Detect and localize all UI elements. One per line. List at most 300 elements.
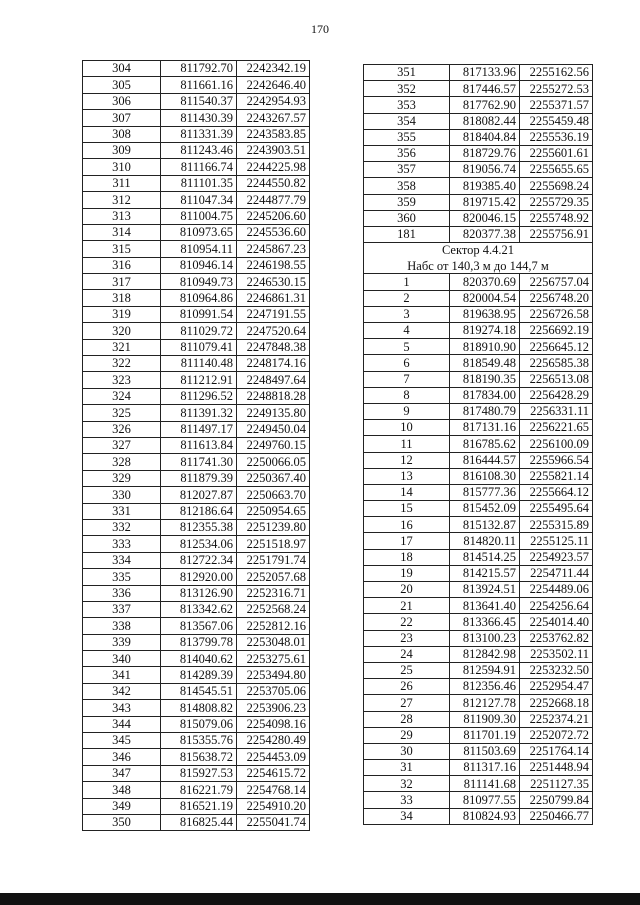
coord-x: 810991.54 xyxy=(161,306,237,322)
coord-x: 811079.41 xyxy=(161,339,237,355)
coord-y: 2255601.61 xyxy=(520,145,593,161)
coord-y: 2254014.40 xyxy=(520,614,593,630)
coord-x: 810954.11 xyxy=(161,241,237,257)
point-number: 350 xyxy=(83,814,161,830)
table-row xyxy=(83,372,310,388)
table-row xyxy=(83,782,310,798)
coord-y: 2245206.60 xyxy=(237,208,310,224)
table-row xyxy=(364,226,593,242)
coord-y: 2252568.24 xyxy=(237,601,310,617)
point-number: 5 xyxy=(364,339,450,355)
coord-x: 813924.51 xyxy=(450,582,520,598)
coord-y: 2254453.09 xyxy=(237,749,310,765)
coord-y: 2253762.82 xyxy=(520,630,593,646)
point-number: 24 xyxy=(364,646,450,662)
point-number: 308 xyxy=(83,126,161,142)
coord-x: 815927.53 xyxy=(161,765,237,781)
table-row xyxy=(83,634,310,650)
point-number: 309 xyxy=(83,142,161,158)
coord-x: 819715.42 xyxy=(450,194,520,210)
coord-x: 811101.35 xyxy=(161,175,237,191)
point-number: 354 xyxy=(364,113,450,129)
coord-x: 813100.23 xyxy=(450,630,520,646)
point-number: 16 xyxy=(364,517,450,533)
table-row xyxy=(364,662,593,678)
coord-x: 811701.19 xyxy=(450,727,520,743)
table-row xyxy=(364,290,593,306)
point-number: 305 xyxy=(83,77,161,93)
coord-x: 810977.55 xyxy=(450,792,520,808)
point-number: 27 xyxy=(364,695,450,711)
coord-x: 812920.00 xyxy=(161,569,237,585)
table-row xyxy=(83,798,310,814)
table-row xyxy=(364,792,593,808)
coord-y: 2249135.80 xyxy=(237,405,310,421)
table-row xyxy=(364,162,593,178)
point-number: 329 xyxy=(83,470,161,486)
coord-x: 815777.36 xyxy=(450,484,520,500)
point-number: 321 xyxy=(83,339,161,355)
point-number: 31 xyxy=(364,760,450,776)
coord-y: 2242646.40 xyxy=(237,77,310,93)
coord-y: 2254098.16 xyxy=(237,716,310,732)
table-row xyxy=(83,61,310,77)
coord-x: 811243.46 xyxy=(161,142,237,158)
table-row xyxy=(364,743,593,759)
coord-x: 818549.48 xyxy=(450,355,520,371)
coord-y: 2252812.16 xyxy=(237,618,310,634)
table-row xyxy=(364,371,593,387)
coord-y: 2251127.35 xyxy=(520,776,593,792)
table-row xyxy=(83,454,310,470)
coord-y: 2248174.16 xyxy=(237,356,310,372)
coord-x: 817480.79 xyxy=(450,403,520,419)
point-number: 325 xyxy=(83,405,161,421)
table-row xyxy=(364,194,593,210)
coord-x: 810964.86 xyxy=(161,290,237,306)
point-number: 28 xyxy=(364,711,450,727)
coord-x: 815452.09 xyxy=(450,501,520,517)
coord-y: 2255459.48 xyxy=(520,113,593,129)
coord-y: 2255966.54 xyxy=(520,452,593,468)
table-row xyxy=(364,582,593,598)
coord-x: 811331.39 xyxy=(161,126,237,142)
coord-x: 814545.51 xyxy=(161,683,237,699)
coord-x: 810973.65 xyxy=(161,224,237,240)
coord-y: 2254711.44 xyxy=(520,565,593,581)
coord-x: 811391.32 xyxy=(161,405,237,421)
coord-y: 2242954.93 xyxy=(237,93,310,109)
table-row xyxy=(364,533,593,549)
coord-y: 2254256.64 xyxy=(520,598,593,614)
coord-y: 2253502.11 xyxy=(520,646,593,662)
coord-y: 2256585.38 xyxy=(520,355,593,371)
coord-x: 814289.39 xyxy=(161,667,237,683)
table-row xyxy=(83,733,310,749)
table-row xyxy=(83,667,310,683)
table-row xyxy=(364,97,593,113)
coord-y: 2254280.49 xyxy=(237,733,310,749)
point-number: 19 xyxy=(364,565,450,581)
table-row xyxy=(364,178,593,194)
coord-x: 818729.76 xyxy=(450,145,520,161)
table-row xyxy=(364,565,593,581)
coord-y: 2243267.57 xyxy=(237,110,310,126)
coord-x: 819056.74 xyxy=(450,162,520,178)
sector-title-row xyxy=(364,243,593,259)
point-number: 317 xyxy=(83,274,161,290)
table-row xyxy=(83,470,310,486)
coord-y: 2244877.79 xyxy=(237,192,310,208)
coord-y: 2244225.98 xyxy=(237,159,310,175)
coord-x: 811166.74 xyxy=(161,159,237,175)
coord-x: 816221.79 xyxy=(161,782,237,798)
coord-y: 2252954.47 xyxy=(520,679,593,695)
point-number: 307 xyxy=(83,110,161,126)
point-number: 17 xyxy=(364,533,450,549)
point-number: 336 xyxy=(83,585,161,601)
coord-x: 812594.91 xyxy=(450,662,520,678)
coord-x: 811909.30 xyxy=(450,711,520,727)
coord-y: 2255162.56 xyxy=(520,65,593,81)
point-number: 355 xyxy=(364,129,450,145)
point-number: 324 xyxy=(83,388,161,404)
coord-y: 2253906.23 xyxy=(237,700,310,716)
point-number: 332 xyxy=(83,519,161,535)
point-number: 3 xyxy=(364,306,450,322)
table-row xyxy=(83,569,310,585)
table-row xyxy=(83,274,310,290)
coord-y: 2256757.04 xyxy=(520,274,593,290)
table-row xyxy=(83,388,310,404)
coord-x: 810824.93 xyxy=(450,808,520,824)
point-number: 340 xyxy=(83,651,161,667)
table-row xyxy=(83,93,310,109)
point-number: 9 xyxy=(364,403,450,419)
coord-x: 817133.96 xyxy=(450,65,520,81)
coord-y: 2252668.18 xyxy=(520,695,593,711)
point-number: 12 xyxy=(364,452,450,468)
coord-y: 2255729.35 xyxy=(520,194,593,210)
coord-y: 2255125.11 xyxy=(520,533,593,549)
table-row xyxy=(364,517,593,533)
coord-y: 2254615.72 xyxy=(237,765,310,781)
table-row xyxy=(364,549,593,565)
point-number: 7 xyxy=(364,371,450,387)
table-row xyxy=(364,695,593,711)
coord-y: 2255698.24 xyxy=(520,178,593,194)
coord-x: 816521.19 xyxy=(161,798,237,814)
point-number: 331 xyxy=(83,503,161,519)
table-row xyxy=(83,519,310,535)
point-number: 306 xyxy=(83,93,161,109)
point-number: 358 xyxy=(364,178,450,194)
table-row xyxy=(364,81,593,97)
coord-y: 2254910.20 xyxy=(237,798,310,814)
table-row xyxy=(364,484,593,500)
coord-x: 815132.87 xyxy=(450,517,520,533)
coord-x: 811047.34 xyxy=(161,192,237,208)
table-row xyxy=(364,113,593,129)
point-number: 15 xyxy=(364,501,450,517)
coord-y: 2243903.51 xyxy=(237,142,310,158)
coord-x: 813126.90 xyxy=(161,585,237,601)
coord-y: 2250954.65 xyxy=(237,503,310,519)
point-number: 337 xyxy=(83,601,161,617)
table-row xyxy=(83,716,310,732)
coord-y: 2252374.21 xyxy=(520,711,593,727)
coord-y: 2252072.72 xyxy=(520,727,593,743)
coord-x: 811430.39 xyxy=(161,110,237,126)
point-number: 311 xyxy=(83,175,161,191)
table-row xyxy=(364,679,593,695)
coord-x: 812127.78 xyxy=(450,695,520,711)
coord-y: 2251239.80 xyxy=(237,519,310,535)
coord-y: 2255748.92 xyxy=(520,210,593,226)
coord-x: 816825.44 xyxy=(161,814,237,830)
point-number: 356 xyxy=(364,145,450,161)
table-row xyxy=(83,175,310,191)
point-number: 18 xyxy=(364,549,450,565)
point-number: 315 xyxy=(83,241,161,257)
coord-x: 811879.39 xyxy=(161,470,237,486)
table-row xyxy=(83,142,310,158)
coord-y: 2249450.04 xyxy=(237,421,310,437)
table-row xyxy=(83,192,310,208)
point-number: 34 xyxy=(364,808,450,824)
coord-x: 813641.40 xyxy=(450,598,520,614)
table-row xyxy=(364,65,593,81)
sector-subtitle-row xyxy=(364,258,593,274)
table-row xyxy=(364,274,593,290)
coord-x: 810946.14 xyxy=(161,257,237,273)
table-row xyxy=(364,145,593,161)
coord-y: 2251791.74 xyxy=(237,552,310,568)
point-number: 346 xyxy=(83,749,161,765)
coord-x: 811029.72 xyxy=(161,323,237,339)
table-row xyxy=(364,355,593,371)
coord-x: 811613.84 xyxy=(161,437,237,453)
coord-y: 2250466.77 xyxy=(520,808,593,824)
coord-y: 2246861.31 xyxy=(237,290,310,306)
coord-x: 810949.73 xyxy=(161,274,237,290)
point-number: 323 xyxy=(83,372,161,388)
point-number: 330 xyxy=(83,487,161,503)
coord-x: 817834.00 xyxy=(450,387,520,403)
coord-x: 817446.57 xyxy=(450,81,520,97)
coord-y: 2253048.01 xyxy=(237,634,310,650)
coord-y: 2254489.06 xyxy=(520,582,593,598)
point-number: 8 xyxy=(364,387,450,403)
point-number: 347 xyxy=(83,765,161,781)
table-row xyxy=(83,405,310,421)
coord-y: 2242342.19 xyxy=(237,61,310,77)
coord-x: 815638.72 xyxy=(161,749,237,765)
coord-y: 2252057.68 xyxy=(237,569,310,585)
coord-x: 817762.90 xyxy=(450,97,520,113)
coord-y: 2256428.29 xyxy=(520,387,593,403)
coord-y: 2255655.65 xyxy=(520,162,593,178)
coord-y: 2255495.64 xyxy=(520,501,593,517)
table-row xyxy=(83,356,310,372)
coord-y: 2256221.65 xyxy=(520,420,593,436)
coord-y: 2245867.23 xyxy=(237,241,310,257)
point-number: 4 xyxy=(364,323,450,339)
point-number: 345 xyxy=(83,733,161,749)
coord-y: 2255821.14 xyxy=(520,468,593,484)
table-row xyxy=(83,241,310,257)
point-number: 322 xyxy=(83,356,161,372)
coord-x: 820004.54 xyxy=(450,290,520,306)
table-row xyxy=(364,468,593,484)
page-number: 170 xyxy=(311,22,329,36)
table-row xyxy=(83,585,310,601)
coord-x: 812842.98 xyxy=(450,646,520,662)
coord-x: 814040.62 xyxy=(161,651,237,667)
table-row xyxy=(83,290,310,306)
table-row xyxy=(364,598,593,614)
point-number: 318 xyxy=(83,290,161,306)
point-number: 326 xyxy=(83,421,161,437)
coord-x: 814820.11 xyxy=(450,533,520,549)
coord-y: 2255664.12 xyxy=(520,484,593,500)
point-number: 341 xyxy=(83,667,161,683)
table-row xyxy=(83,339,310,355)
coord-y: 2248497.64 xyxy=(237,372,310,388)
coord-y: 2256748.20 xyxy=(520,290,593,306)
point-number: 32 xyxy=(364,776,450,792)
coord-y: 2255315.89 xyxy=(520,517,593,533)
coord-x: 814514.25 xyxy=(450,549,520,565)
coord-x: 820370.69 xyxy=(450,274,520,290)
coord-x: 818404.84 xyxy=(450,129,520,145)
coord-y: 2243583.85 xyxy=(237,126,310,142)
coord-x: 811296.52 xyxy=(161,388,237,404)
coord-x: 818082.44 xyxy=(450,113,520,129)
table-row xyxy=(83,306,310,322)
point-number: 349 xyxy=(83,798,161,814)
table-row xyxy=(83,651,310,667)
coord-y: 2250799.84 xyxy=(520,792,593,808)
point-number: 14 xyxy=(364,484,450,500)
coord-x: 813567.06 xyxy=(161,618,237,634)
coord-x: 811004.75 xyxy=(161,208,237,224)
coord-x: 819274.18 xyxy=(450,323,520,339)
table-row xyxy=(83,487,310,503)
coord-y: 2256100.09 xyxy=(520,436,593,452)
table-row xyxy=(83,323,310,339)
table-row xyxy=(83,683,310,699)
table-row xyxy=(364,420,593,436)
coord-y: 2247520.64 xyxy=(237,323,310,339)
coord-x: 811140.48 xyxy=(161,356,237,372)
point-number: 6 xyxy=(364,355,450,371)
coord-y: 2254768.14 xyxy=(237,782,310,798)
table-row xyxy=(83,421,310,437)
table-row xyxy=(364,711,593,727)
point-number: 310 xyxy=(83,159,161,175)
coord-x: 812186.64 xyxy=(161,503,237,519)
point-number: 328 xyxy=(83,454,161,470)
point-number: 335 xyxy=(83,569,161,585)
point-number: 351 xyxy=(364,65,450,81)
point-number: 13 xyxy=(364,468,450,484)
point-number: 33 xyxy=(364,792,450,808)
point-number: 319 xyxy=(83,306,161,322)
point-number: 344 xyxy=(83,716,161,732)
coord-y: 2251518.97 xyxy=(237,536,310,552)
point-number: 30 xyxy=(364,743,450,759)
coord-x: 816108.30 xyxy=(450,468,520,484)
point-number: 320 xyxy=(83,323,161,339)
table-row xyxy=(83,503,310,519)
coord-x: 812534.06 xyxy=(161,536,237,552)
coord-y: 2246198.55 xyxy=(237,257,310,273)
point-number: 339 xyxy=(83,634,161,650)
coord-y: 2250663.70 xyxy=(237,487,310,503)
coord-x: 813366.45 xyxy=(450,614,520,630)
point-number: 343 xyxy=(83,700,161,716)
coord-y: 2253705.06 xyxy=(237,683,310,699)
point-number: 26 xyxy=(364,679,450,695)
table-row xyxy=(83,749,310,765)
point-number: 22 xyxy=(364,614,450,630)
coord-x: 811540.37 xyxy=(161,93,237,109)
sector-title: Сектор 4.4.21 xyxy=(364,243,593,259)
coord-x: 811212.91 xyxy=(161,372,237,388)
coord-y: 2250367.40 xyxy=(237,470,310,486)
scan-edge-bar xyxy=(0,893,640,905)
table-row xyxy=(364,630,593,646)
table-row xyxy=(83,110,310,126)
coord-y: 2255272.53 xyxy=(520,81,593,97)
table-row xyxy=(83,159,310,175)
table-row xyxy=(364,501,593,517)
coordinates-table-left xyxy=(82,60,310,831)
coord-y: 2256726.58 xyxy=(520,306,593,322)
coord-y: 2248818.28 xyxy=(237,388,310,404)
coord-x: 820377.38 xyxy=(450,226,520,242)
table-row xyxy=(364,727,593,743)
coord-y: 2246530.15 xyxy=(237,274,310,290)
point-number: 1 xyxy=(364,274,450,290)
point-number: 304 xyxy=(83,61,161,77)
coord-y: 2249760.15 xyxy=(237,437,310,453)
point-number: 342 xyxy=(83,683,161,699)
coord-y: 2255371.57 xyxy=(520,97,593,113)
coord-x: 813342.62 xyxy=(161,601,237,617)
coord-x: 815079.06 xyxy=(161,716,237,732)
coord-y: 2245536.60 xyxy=(237,224,310,240)
table-row xyxy=(364,323,593,339)
point-number: 20 xyxy=(364,582,450,598)
coord-y: 2255536.19 xyxy=(520,129,593,145)
coord-x: 819638.95 xyxy=(450,306,520,322)
coord-x: 820046.15 xyxy=(450,210,520,226)
coord-x: 811317.16 xyxy=(450,760,520,776)
coord-x: 811503.69 xyxy=(450,743,520,759)
point-number: 29 xyxy=(364,727,450,743)
coord-y: 2244550.82 xyxy=(237,175,310,191)
sector-subtitle: Набс от 140,3 м до 144,7 м xyxy=(364,258,593,274)
point-number: 316 xyxy=(83,257,161,273)
point-number: 357 xyxy=(364,162,450,178)
table-row xyxy=(83,618,310,634)
point-number: 2 xyxy=(364,290,450,306)
table-row xyxy=(364,403,593,419)
table-row xyxy=(83,700,310,716)
point-number: 353 xyxy=(364,97,450,113)
